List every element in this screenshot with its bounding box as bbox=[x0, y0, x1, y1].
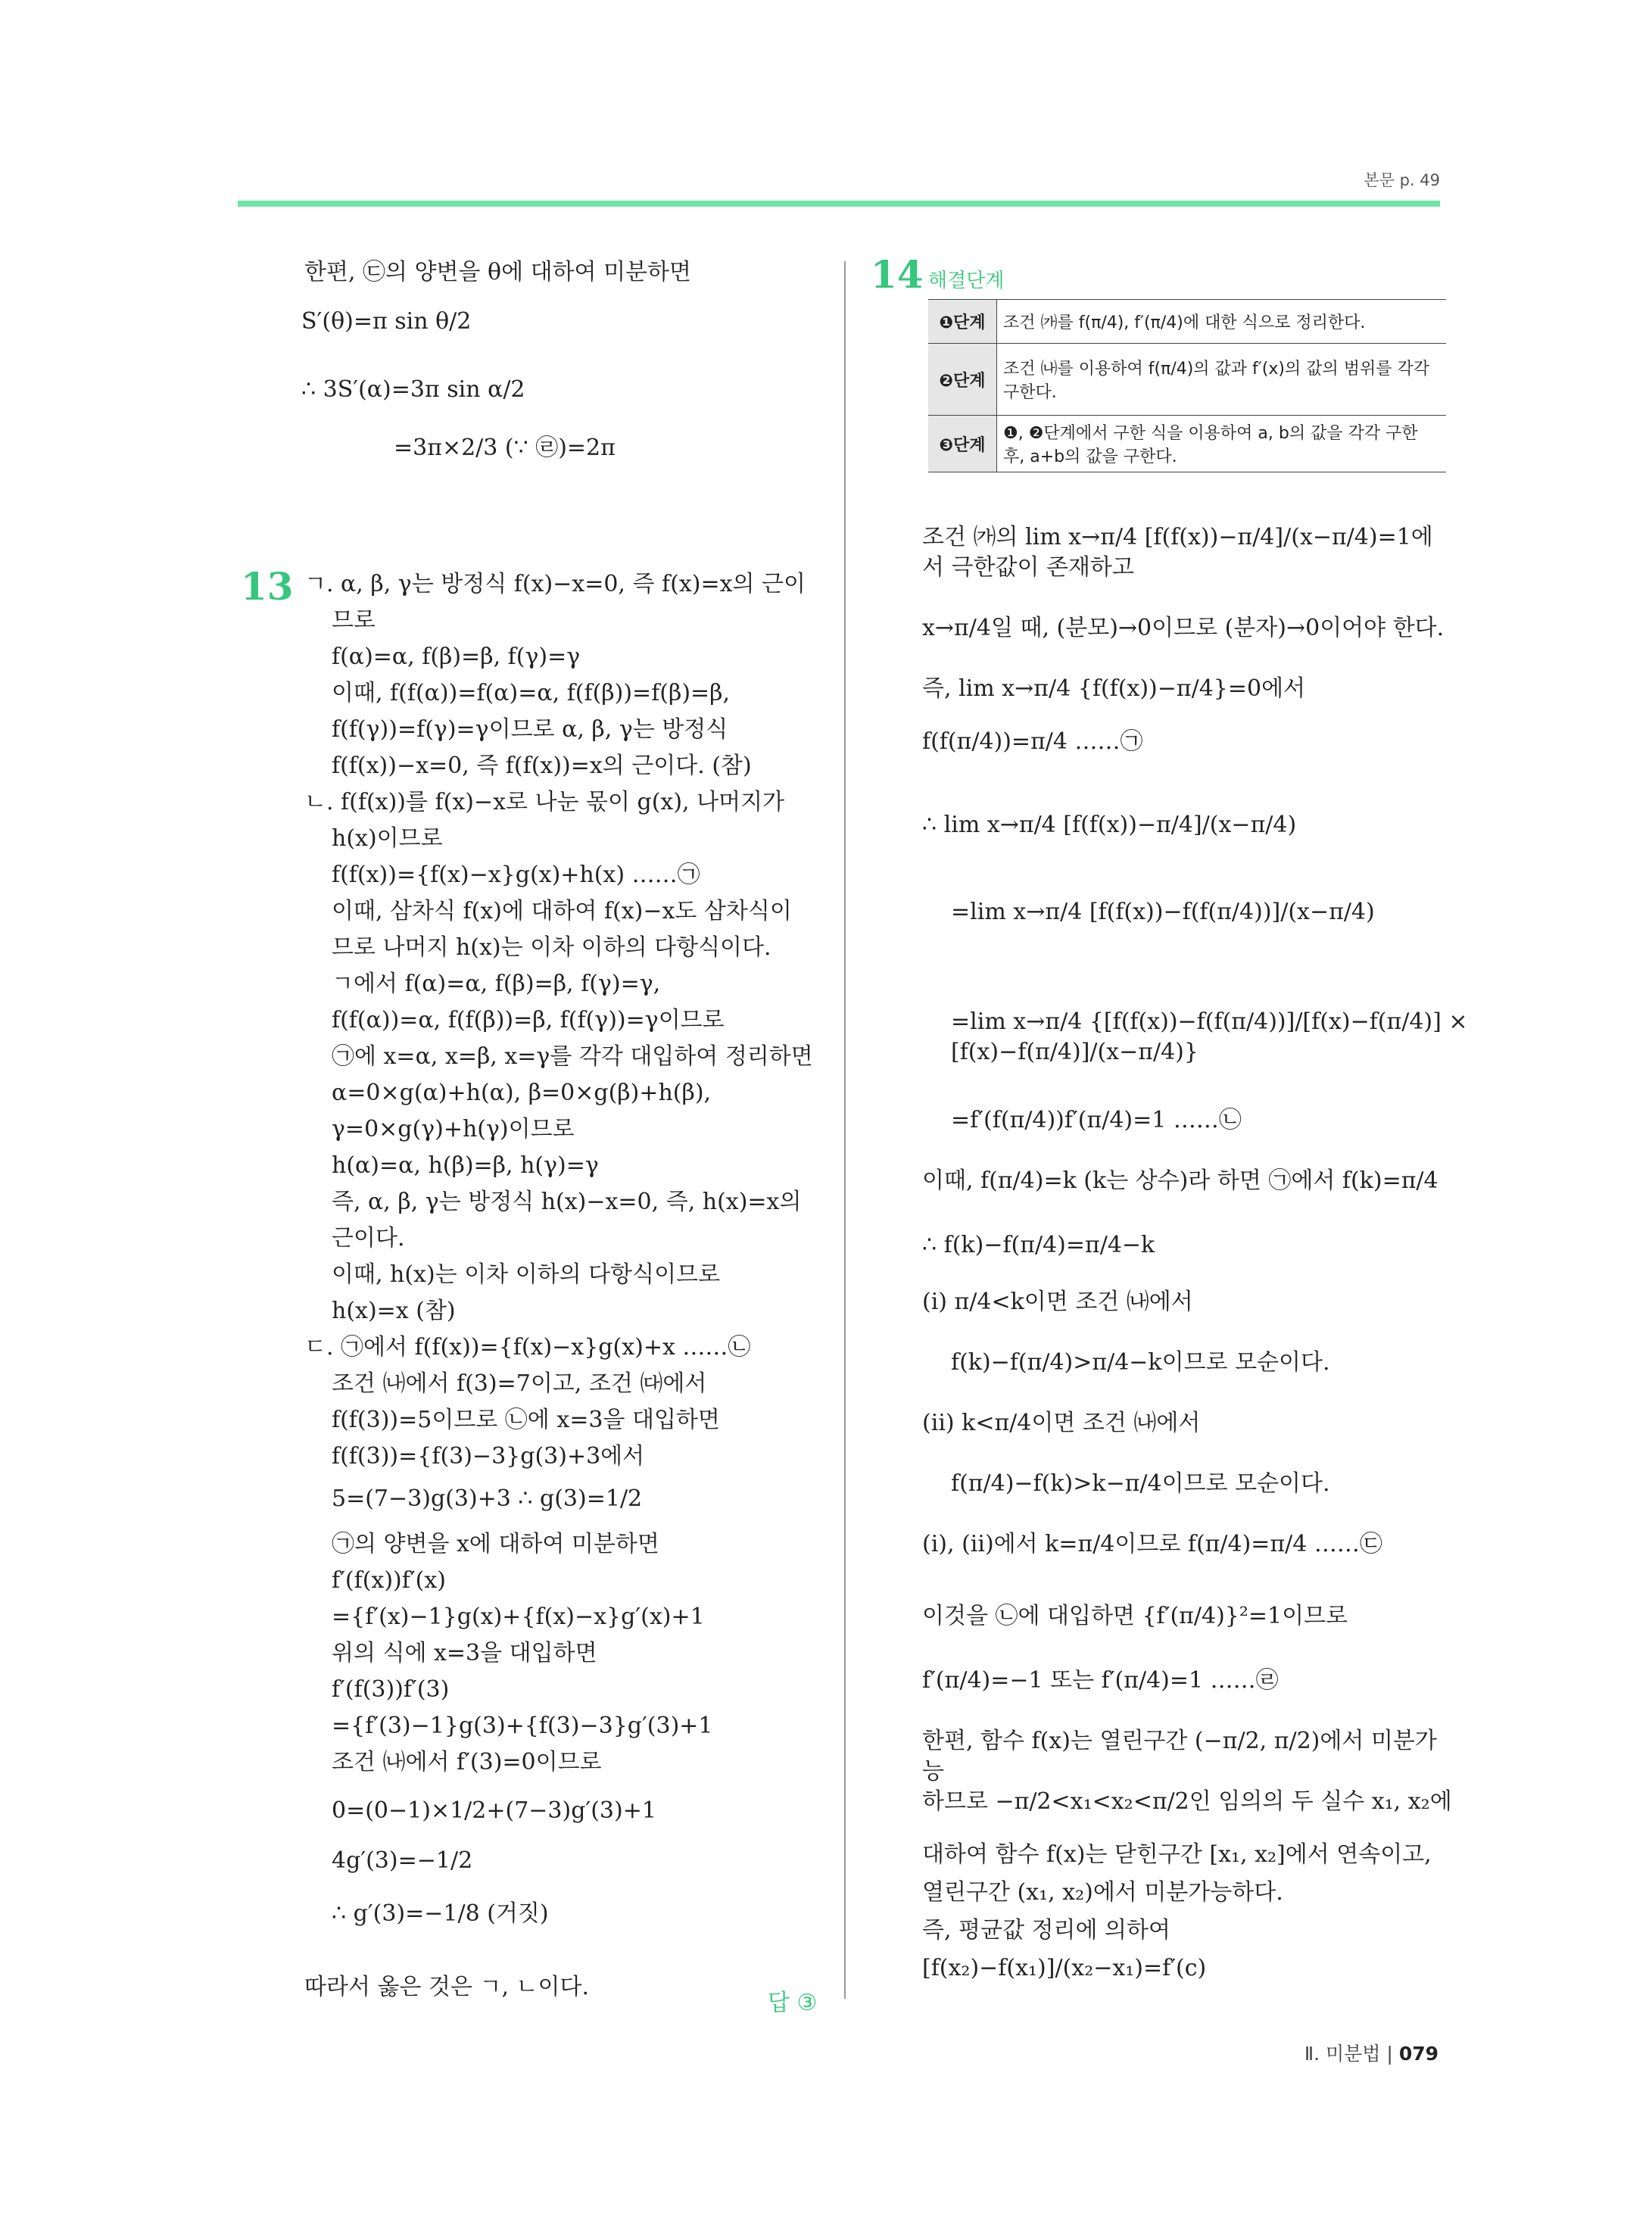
solution-line: f(f(3))=5이므로 ㉡에 x=3을 대입하면 bbox=[332, 1407, 720, 1433]
problem-number-13: 13 bbox=[241, 564, 294, 609]
solution-line: f(f(γ))=f(γ)=γ이므로 α, β, γ는 방정식 bbox=[332, 716, 728, 743]
solution-line: 이때, f(π/4)=k (k는 상수)라 하면 ㉠에서 f(k)=π/4 bbox=[922, 1167, 1438, 1194]
solution-line: ㄷ. ㉠에서 f(f(x))={f(x)−x}g(x)+x ……㉡ bbox=[304, 1334, 751, 1361]
problem-number-14: 14 bbox=[871, 252, 924, 297]
solution-line: 위의 식에 x=3을 대입하면 bbox=[332, 1640, 597, 1666]
step-row bbox=[928, 344, 1446, 416]
solution-line: f(f(π/4))=π/4 ……㉠ bbox=[922, 728, 1143, 755]
solution-line: ㄱ에서 f(α)=α, f(β)=β, f(γ)=γ, bbox=[332, 971, 661, 997]
solution-line: 조건 ㈏에서 f′(3)=0이므로 bbox=[332, 1749, 602, 1775]
solution-steps-table bbox=[928, 299, 1446, 472]
solution-line: α=0×g(α)+h(α), β=0×g(β)+h(β), bbox=[332, 1080, 712, 1106]
solution-line: h(x)=x (참) bbox=[332, 1298, 456, 1324]
solution-line: ∴ lim x→π/4 [f(f(x))−π/4]/(x−π/4) bbox=[922, 812, 1297, 838]
solution-line: h(α)=α, h(β)=β, h(γ)=γ bbox=[332, 1152, 599, 1179]
solution-line: f(f(α))=α, f(f(β))=β, f(f(γ))=γ이므로 bbox=[332, 1007, 725, 1033]
solution-line: 조건 ㈎의 lim x→π/4 [f(f(x))−π/4]/(x−π/4)=1에서 극한값이 존재하고 bbox=[922, 524, 1433, 581]
solution-line: 이때, 삼차식 f(x)에 대하여 f(x)−x도 삼차식이 bbox=[332, 898, 792, 924]
step-text: 조건 ㈏를 이용하여 f(π/4)의 값과 f′(x)의 값의 범위를 각각 구한다. bbox=[997, 344, 1447, 416]
solution-line: f′(f(3))f′(3) bbox=[332, 1676, 450, 1703]
solution-line: ∴ g′(3)=−1/8 (거짓) bbox=[332, 1900, 549, 1927]
step-label: ❶단계 bbox=[928, 300, 997, 344]
column-divider bbox=[844, 261, 846, 1999]
page-reference: 본문 p. 49 bbox=[1364, 171, 1440, 189]
solution-line: f(f(3))={f(3)−3}g(3)+3에서 bbox=[332, 1443, 645, 1470]
solution-line: ㄱ. α, β, γ는 방정식 f(x)−x=0, 즉 f(x)=x의 근이 bbox=[304, 571, 806, 597]
solution-line: ∴ f(k)−f(π/4)=π/4−k bbox=[922, 1232, 1155, 1258]
left-intro-line: ∴ 3S′(α)=3π sin α/2 bbox=[301, 376, 525, 403]
solution-line: [f(x₂)−f(x₁)]/(x₂−x₁)=f′(c) bbox=[922, 1955, 1207, 1981]
solution-line: ={f′(x)−1}g(x)+{f(x)−x}g′(x)+1 bbox=[332, 1604, 705, 1630]
solution-line: =lim x→π/4 [f(f(x))−f(f(π/4))]/(x−π/4) bbox=[951, 899, 1375, 925]
solution-line: x→π/4일 때, (분모)→0이므로 (분자)→0이어야 한다. bbox=[922, 615, 1445, 641]
footer-separator: | bbox=[1386, 2043, 1393, 2065]
solution-line: 따라서 옳은 것은 ㄱ, ㄴ이다. bbox=[304, 1974, 589, 2000]
solution-line: 므로 나머지 h(x)는 이차 이하의 다항식이다. bbox=[332, 934, 771, 961]
header-rule bbox=[238, 201, 1440, 207]
page-number: 079 bbox=[1398, 2043, 1438, 2065]
solution-line: 조건 ㈏에서 f(3)=7이고, 조건 ㈐에서 bbox=[332, 1370, 707, 1397]
solution-line: f(k)−f(π/4)>π/4−k이므로 모순이다. bbox=[951, 1349, 1330, 1376]
left-intro-line: =3π×2/3 (∵ ㉣)=2π bbox=[394, 435, 616, 461]
solution-line: 이것을 ㉡에 대입하면 {f′(π/4)}²=1이므로 bbox=[922, 1603, 1348, 1629]
solution-line: 열린구간 (x₁, x₂)에서 미분가능하다. bbox=[922, 1879, 1283, 1906]
solution-line: f′(π/4)=−1 또는 f′(π/4)=1 ……㉣ bbox=[922, 1667, 1279, 1694]
solution-line: f(f(x))={f(x)−x}g(x)+h(x) ……㉠ bbox=[332, 862, 700, 888]
solution-line: 므로 bbox=[332, 607, 376, 634]
solution-line: h(x)이므로 bbox=[332, 825, 443, 852]
solution-line: =f′(f(π/4))f′(π/4)=1 ……㉡ bbox=[951, 1107, 1242, 1133]
solution-line: 이때, h(x)는 이차 이하의 다항식이므로 bbox=[332, 1261, 721, 1288]
solution-line: f(f(x))−x=0, 즉 f(f(x))=x의 근이다. (참) bbox=[332, 753, 752, 779]
solution-line: 대하여 함수 f(x)는 닫힌구간 [x₁, x₂]에서 연속이고, bbox=[922, 1841, 1432, 1868]
solution-line: (ⅰ), (ⅱ)에서 k=π/4이므로 f(π/4)=π/4 ……㉢ bbox=[922, 1531, 1382, 1557]
solution-line: f′(f(x))f′(x) bbox=[332, 1567, 446, 1594]
solution-line: 하므로 −π/2<x₁<x₂<π/2인 임의의 두 실수 x₁, x₂에 bbox=[922, 1788, 1452, 1815]
solution-line: 즉, lim x→π/4 {f(f(x))−π/4}=0에서 bbox=[922, 675, 1306, 702]
answer-13: 답 ③ bbox=[768, 1990, 818, 2016]
solution-line: ={f′(3)−1}g(3)+{f(3)−3}g′(3)+1 bbox=[332, 1713, 713, 1739]
chapter-label: Ⅱ. 미분법 bbox=[1304, 2043, 1381, 2065]
solution-line: f(π/4)−f(k)>k−π/4이므로 모순이다. bbox=[951, 1470, 1330, 1497]
solution-line: ㉠에 x=α, x=β, x=γ를 각각 대입하여 정리하면 bbox=[332, 1043, 813, 1070]
solution-line: 한편, 함수 f(x)는 열린구간 (−π/2, π/2)에서 미분가능 bbox=[922, 1728, 1437, 1785]
solution-line: 근이다. bbox=[332, 1225, 405, 1252]
solution-line: 0=(0−1)×1/2+(7−3)g′(3)+1 bbox=[332, 1797, 656, 1824]
step-row bbox=[928, 300, 1446, 344]
left-intro-line: S′(θ)=π sin θ/2 bbox=[301, 308, 472, 335]
solution-line: 이때, f(f(α))=f(α)=α, f(f(β))=f(β)=β, bbox=[332, 680, 731, 706]
solution-line: (ⅰ) π/4<k이면 조건 ㈏에서 bbox=[922, 1289, 1193, 1315]
solution-line: =lim x→π/4 {[f(f(x))−f(f(π/4))]/[f(x)−f(π/4)] × [f(x)−f(π/4)]/(x−π/4)} bbox=[951, 1008, 1468, 1065]
step-text: 조건 ㈎를 f(π/4), f′(π/4)에 대한 식으로 정리한다. bbox=[997, 300, 1447, 344]
step-row bbox=[928, 416, 1446, 472]
solution-line: (ⅱ) k<π/4이면 조건 ㈏에서 bbox=[922, 1410, 1201, 1436]
solution-line: 즉, α, β, γ는 방정식 h(x)−x=0, 즉, h(x)=x의 bbox=[332, 1189, 802, 1215]
step-label: ❸단계 bbox=[928, 416, 997, 472]
step-text: ❶, ❷단계에서 구한 식을 이용하여 a, b의 값을 각각 구한 후, a+b의 값을 구한다. bbox=[997, 416, 1447, 472]
solution-line: 4g′(3)=−1/2 bbox=[332, 1847, 473, 1874]
solution-line: 5=(7−3)g(3)+3 ∴ g(3)=1/2 bbox=[332, 1485, 643, 1512]
solution-line: ㉠의 양변을 x에 대하여 미분하면 bbox=[332, 1531, 659, 1557]
steps-heading: 해결단계 bbox=[928, 270, 1005, 292]
solution-line: f(α)=α, f(β)=β, f(γ)=γ bbox=[332, 644, 581, 670]
solution-line: γ=0×g(γ)+h(γ)이므로 bbox=[332, 1116, 575, 1142]
step-label: ❷단계 bbox=[928, 344, 997, 416]
page-footer bbox=[1304, 2039, 1438, 2066]
solution-line: ㄴ. f(f(x))를 f(x)−x로 나눈 몫이 g(x), 나머지가 bbox=[304, 789, 785, 815]
solution-line: 즉, 평균값 정리에 의하여 bbox=[922, 1917, 1170, 1944]
left-intro-line: 한편, ㉢의 양변을 θ에 대하여 미분하면 bbox=[304, 259, 691, 285]
